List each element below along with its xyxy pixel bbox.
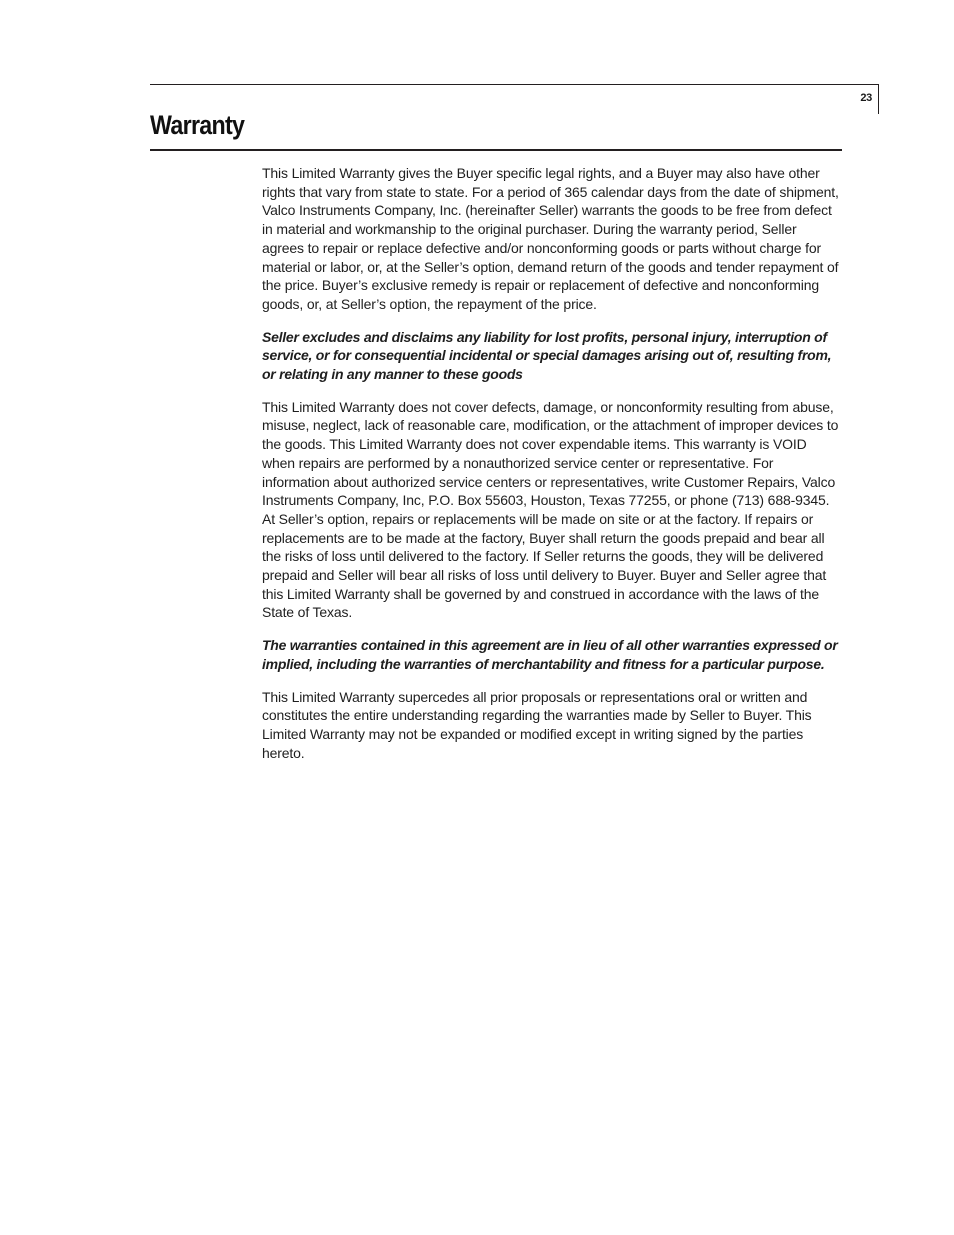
header-corner-tick — [878, 84, 879, 114]
warranty-body — [262, 164, 842, 776]
coverage-exclusions-paragraph: This Limited Warranty does not cover defects, damage, or nonconformity resulting from abuse, misuse, neglect, lack of reasonable care, modification, or the attachment of improper devices to the goods. This Limited Warranty does not cover expendable items. This warranty is VOID when repairs are performed by a nonauthorized service center or representative. For information about authorized service centers or representatives, write Customer Repairs, Valco Instruments Company, Inc, P.O. Box 55603, Houston, Texas 77255, or phone (713) 688-9345. At Seller’s option, repairs or replacements will be made on site or at the factory. If repairs or replacements are to be made at the factory, Buyer shall return the goods prepaid and bear all the risks of loss until delivered to the factory. If Seller returns the goods, they will be delivered prepaid and Seller will bear all risks of loss until delivery to Buyer. Buyer and Seller agree that this Limited Warranty shall be governed by and construed in accordance with the laws of the State of Texas. — [262, 398, 839, 621]
page-number: 23 — [860, 92, 872, 104]
entire-agreement-paragraph: This Limited Warranty supercedes all prior proposals or representations oral or written and constitutes the entire understanding regarding the warranties made by Seller to Buyer. This Limited Warranty may not be expanded or modified except in writing signed by the parties hereto. — [262, 688, 812, 761]
implied-warranties-disclaimer: The warranties contained in this agreement are in lieu of all other warranties expressed or implied, including the warranties of merchantability and fitness for a particular purpose. — [262, 637, 838, 672]
liability-disclaimer: Seller excludes and disclaims any liability for lost profits, personal injury, interruption of service, or for consequential incidental or special damages arising out of, resulting from, or relating in any manner to these goods — [262, 328, 832, 383]
warranty-terms-paragraph: This Limited Warranty gives the Buyer specific legal rights, and a Buyer may also have other rights that vary from state to state. For a period of 365 calendar days from the date of shipment, Valco Instruments Company, Inc. (hereinafter Seller) warrants the goods to be free from defect in material and workmanship to the original purchaser. During the warranty period, Seller agrees to repair or replace defective and/or nonconforming goods or parts without charge for material or labor, or, at the Seller’s option, demand return of the goods and tender repayment of the price. Buyer’s exclusive remedy is repair or replacement of defective and nonconforming goods, or, at Seller’s option, the repayment of the price. — [262, 165, 839, 312]
page-title: Warranty — [150, 110, 245, 140]
header-rule — [150, 84, 879, 85]
title-underline — [150, 149, 842, 151]
